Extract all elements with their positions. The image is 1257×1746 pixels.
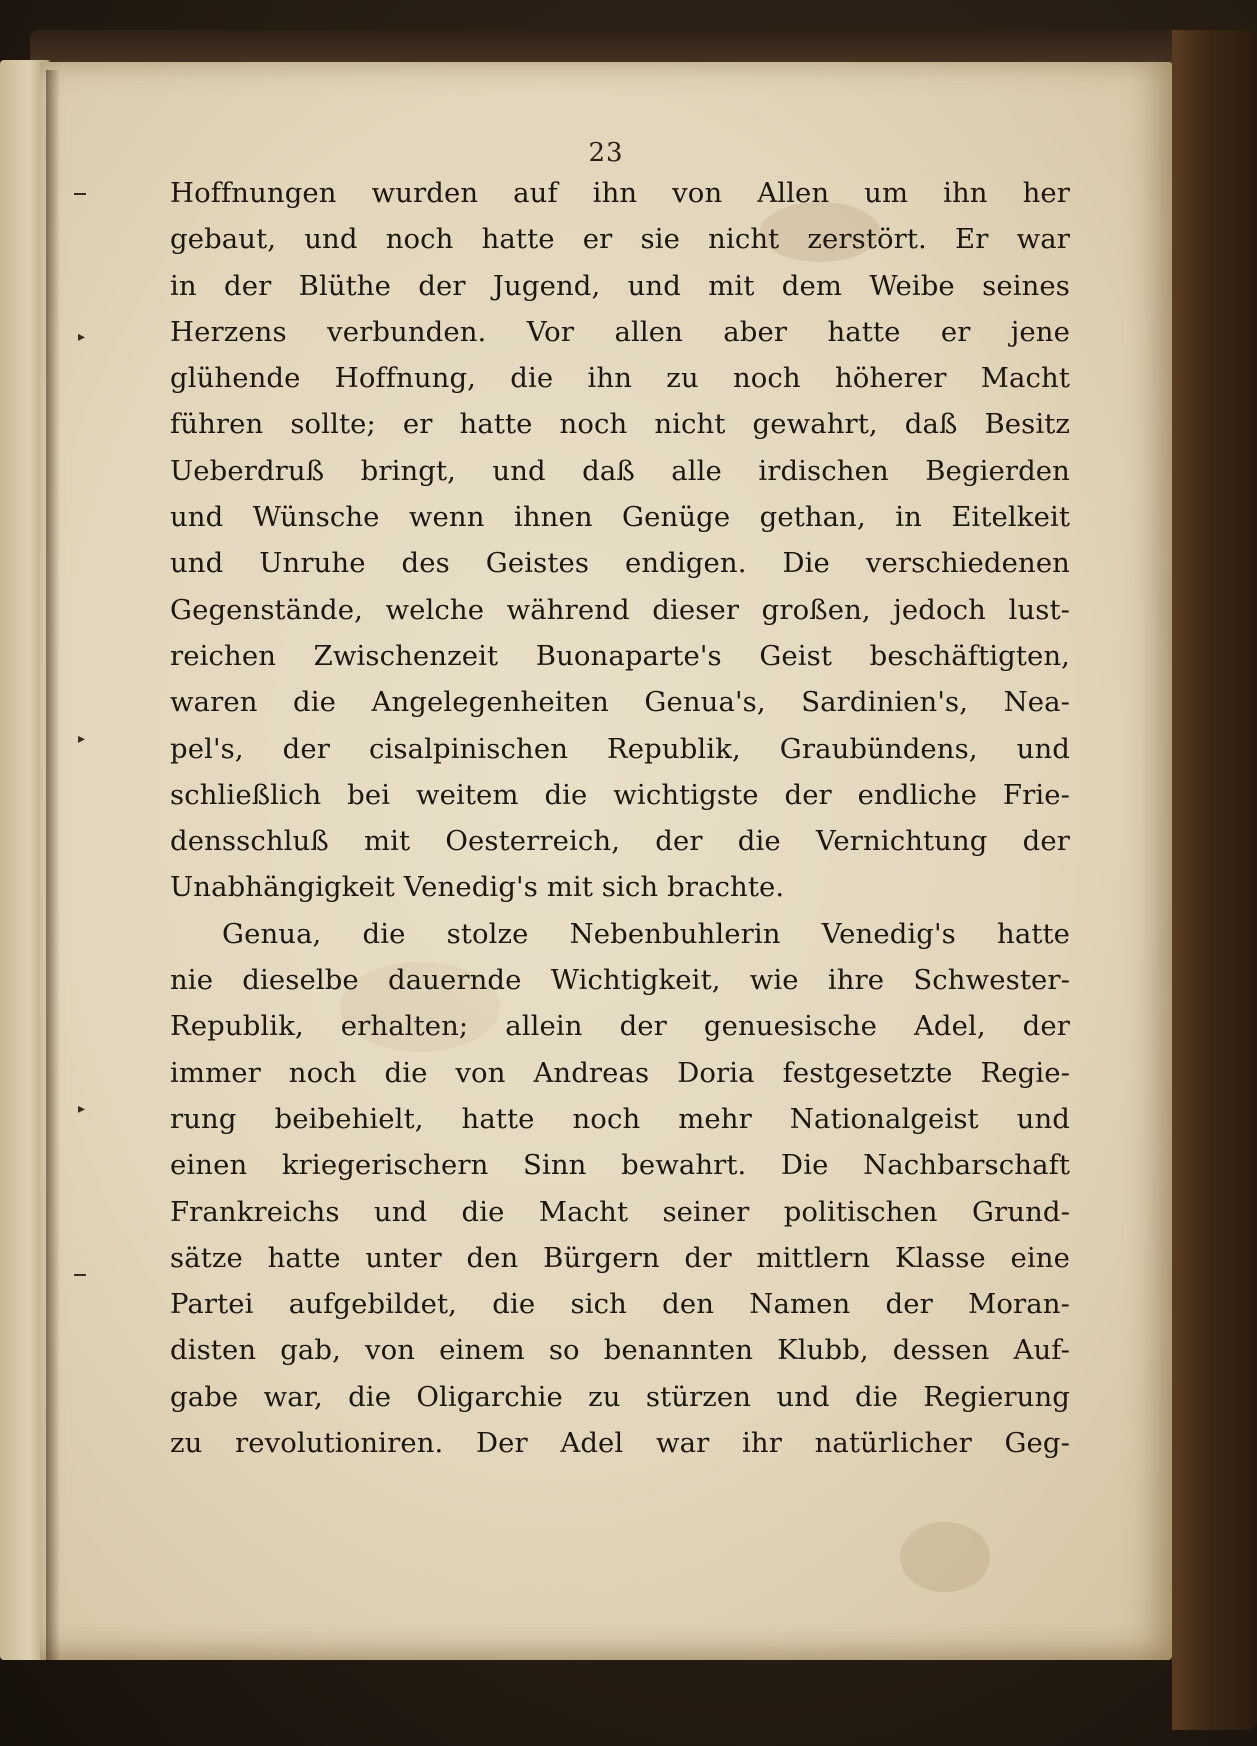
text-line: Unabhängigkeit Venedig's mit sich brachte. (170, 871, 785, 904)
text-line: sätze hatte unter den Bürgern der mittlern Klasse eine (170, 1241, 1070, 1274)
text-line: gebaut, und noch hatte er sie nicht zerstört. Er war (170, 223, 1070, 256)
text-line: Gegenstände, welche während dieser großen, jedoch lust- (170, 593, 1070, 626)
margin-mark (74, 193, 86, 195)
text-line: waren die Angelegenheiten Genua's, Sardinien's, Nea- (170, 686, 1070, 719)
text-line: Genua, die stolze Nebenbuhlerin Venedig's hatte (222, 917, 1070, 950)
page-number: 23 (588, 138, 624, 168)
text-line: Republik, erhalten; allein der genuesische Adel, der (170, 1010, 1070, 1043)
text-line: densschluß mit Oesterreich, der die Vernichtung der (170, 825, 1070, 858)
text-line: disten gab, von einem so benannten Klubb, dessen Auf- (170, 1334, 1070, 1367)
text-line: glühende Hoffnung, die ihn zu noch höherer Macht (170, 362, 1070, 395)
spine-shadow (46, 70, 60, 1660)
text-line: zu revolutioniren. Der Adel war ihr natürlicher Geg- (170, 1427, 1070, 1460)
margin-arrow-icon: ▸ (78, 329, 86, 345)
text-line: und Unruhe des Geistes endigen. Die verschiedenen (170, 547, 1070, 580)
text-line: schließlich bei weitem die wichtigste der endliche Frie- (170, 778, 1070, 811)
paper-stain (900, 1522, 990, 1592)
text-line: nie dieselbe dauernde Wichtigkeit, wie ihre Schwester- (170, 964, 1070, 997)
text-line: rung beibehielt, hatte noch mehr Nationalgeist und (170, 1102, 1070, 1135)
text-line: Frankreichs und die Macht seiner politischen Grund- (170, 1195, 1070, 1228)
margin-arrow-icon: ▸ (78, 731, 86, 747)
book-cover-right-edge (1172, 30, 1257, 1730)
text-line: immer noch die von Andreas Doria festgesetzte Regie- (170, 1056, 1070, 1089)
text-line: Hoffnungen wurden auf ihn von Allen um ihn her (170, 177, 1070, 209)
text-line: in der Blüthe der Jugend, und mit dem Weibe seines (170, 269, 1070, 302)
text-line: reichen Zwischenzeit Buonaparte's Geist beschäftigten, (170, 639, 1070, 672)
body-text (170, 170, 1070, 1466)
text-line: gabe war, die Oligarchie zu stürzen und die Regierung (170, 1380, 1070, 1413)
text-line: und Wünsche wenn ihnen Genüge gethan, in Eitelkeit (170, 501, 1070, 534)
margin-arrow-icon: ▸ (78, 1101, 86, 1117)
text-line: einen kriegerischern Sinn bewahrt. Die Nachbarschaft (170, 1149, 1070, 1182)
text-line: pel's, der cisalpinischen Republik, Graubündens, und (170, 732, 1070, 765)
text-line: Herzens verbunden. Vor allen aber hatte er jene (170, 315, 1070, 348)
margin-mark (74, 1274, 86, 1276)
text-line: führen sollte; er hatte noch nicht gewahrt, daß Besitz (170, 408, 1070, 441)
text-line: Partei aufgebildet, die sich den Namen der Moran- (170, 1288, 1070, 1321)
text-line: Ueberdruß bringt, und daß alle irdischen Begierden (170, 454, 1070, 487)
book-page (40, 62, 1172, 1660)
